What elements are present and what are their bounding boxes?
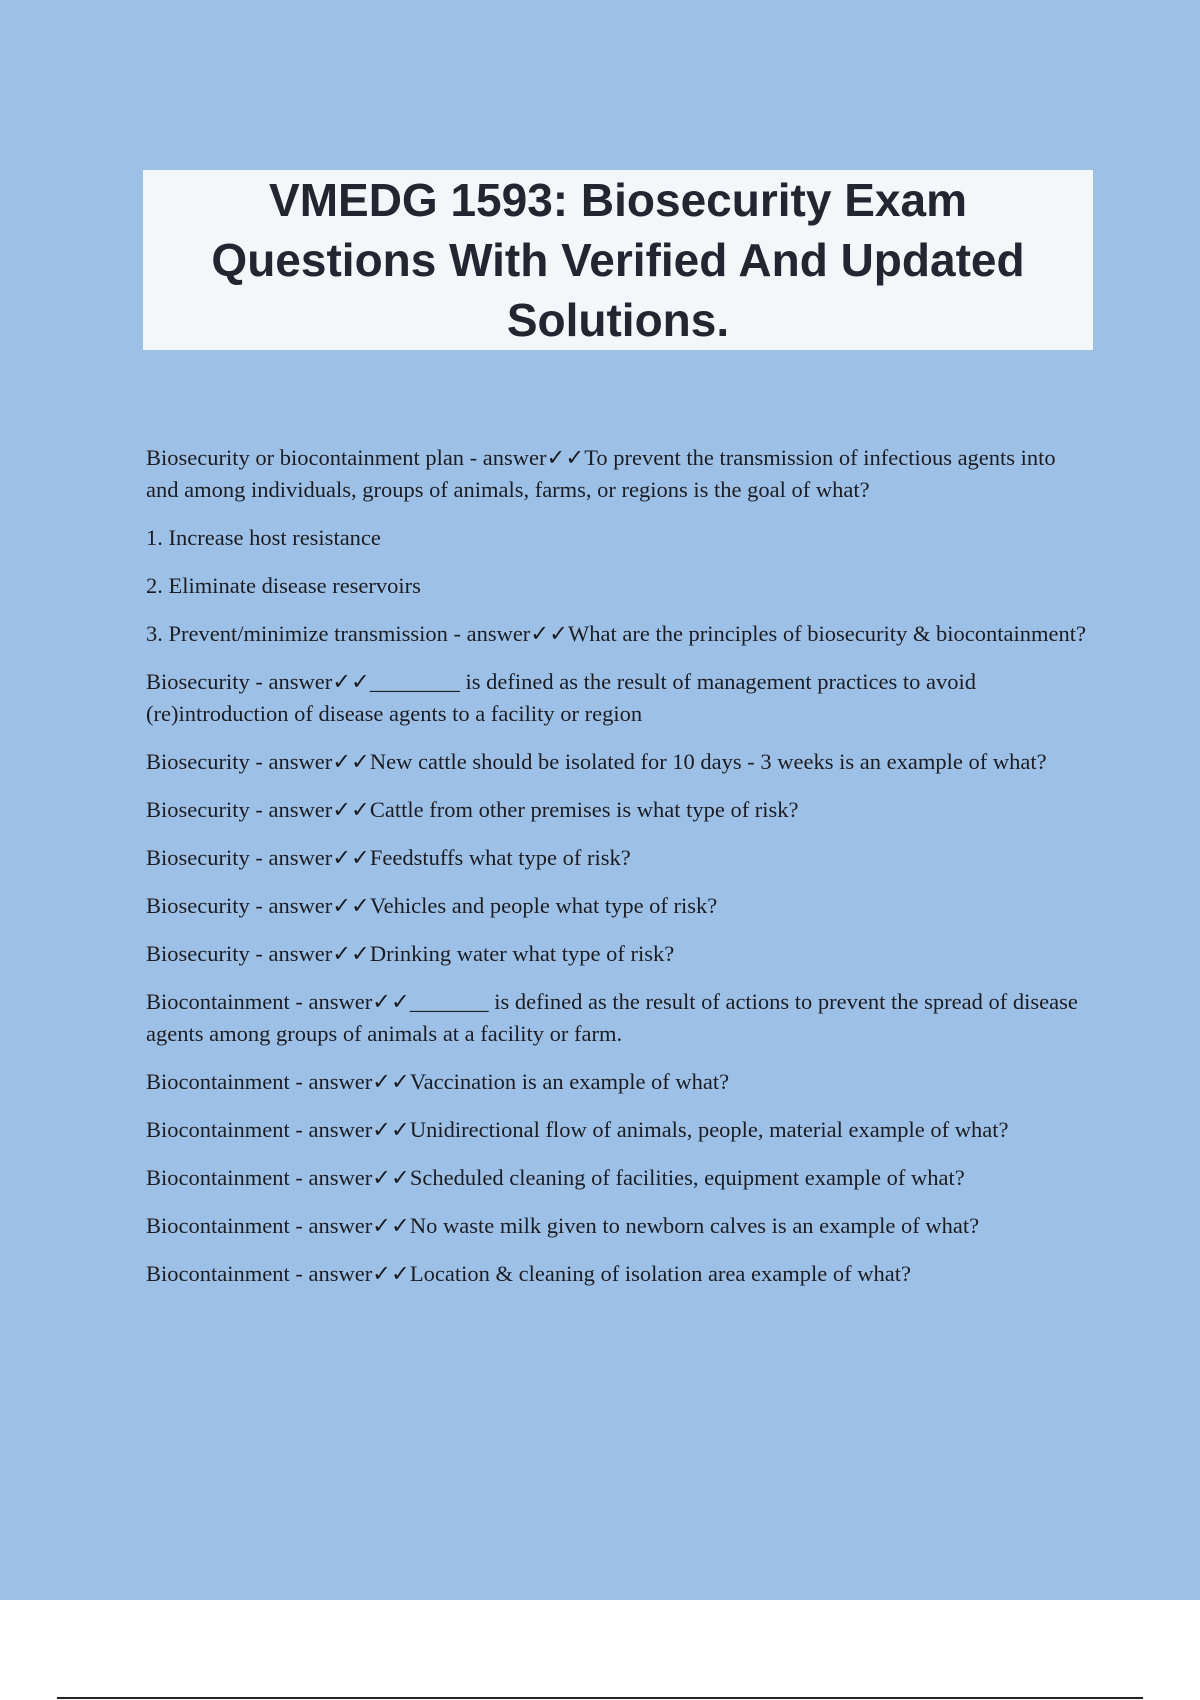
title-box xyxy=(143,170,1093,350)
qa-entry: 3. Prevent/minimize transmission - answer✓✓What are the principles of biosecurity & biocontainment? xyxy=(146,621,1086,646)
qa-entry: Biocontainment - answer✓✓Location & cleaning of isolation area example of what? xyxy=(146,1261,911,1286)
qa-entry: 1. Increase host resistance xyxy=(146,525,381,550)
qa-entry: Biosecurity - answer✓✓Drinking water what type of risk? xyxy=(146,941,675,966)
qa-entry: Biocontainment - answer✓✓_______ is defined as the result of actions to prevent the spread of disease agents among groups of animals at a facility or farm. xyxy=(146,989,1078,1046)
qa-entry: Biocontainment - answer✓✓Scheduled cleaning of facilities, equipment example of what? xyxy=(146,1165,965,1190)
qa-entry: Biosecurity - answer✓✓New cattle should be isolated for 10 days - 3 weeks is an example of what? xyxy=(146,749,1047,774)
qa-entry: Biocontainment - answer✓✓Unidirectional flow of animals, people, material example of what? xyxy=(146,1117,1009,1142)
qa-entry: Biocontainment - answer✓✓Vaccination is an example of what? xyxy=(146,1069,730,1094)
qa-entry: Biocontainment - answer✓✓No waste milk given to newborn calves is an example of what? xyxy=(146,1213,980,1238)
qa-entry: Biosecurity - answer✓✓Feedstuffs what type of risk? xyxy=(146,845,631,870)
qa-entry: Biosecurity - answer✓✓Cattle from other premises is what type of risk? xyxy=(146,797,799,822)
question-list xyxy=(146,442,1086,1306)
footer-divider xyxy=(57,1697,1143,1699)
document-title: VMEDG 1593: Biosecurity Exam Questions With Verified And Updated Solutions. xyxy=(211,174,1025,346)
qa-entry: Biosecurity or biocontainment plan - answer✓✓To prevent the transmission of infectious agents into and among individuals, groups of animals, farms, or regions is the goal of what? xyxy=(146,445,1056,502)
qa-entry: Biosecurity - answer✓✓Vehicles and people what type of risk? xyxy=(146,893,718,918)
qa-entry: 2. Eliminate disease reservoirs xyxy=(146,573,421,598)
qa-entry: Biosecurity - answer✓✓________ is defined as the result of management practices to avoid (re)introduction of disease agents to a facility or region xyxy=(146,669,976,726)
